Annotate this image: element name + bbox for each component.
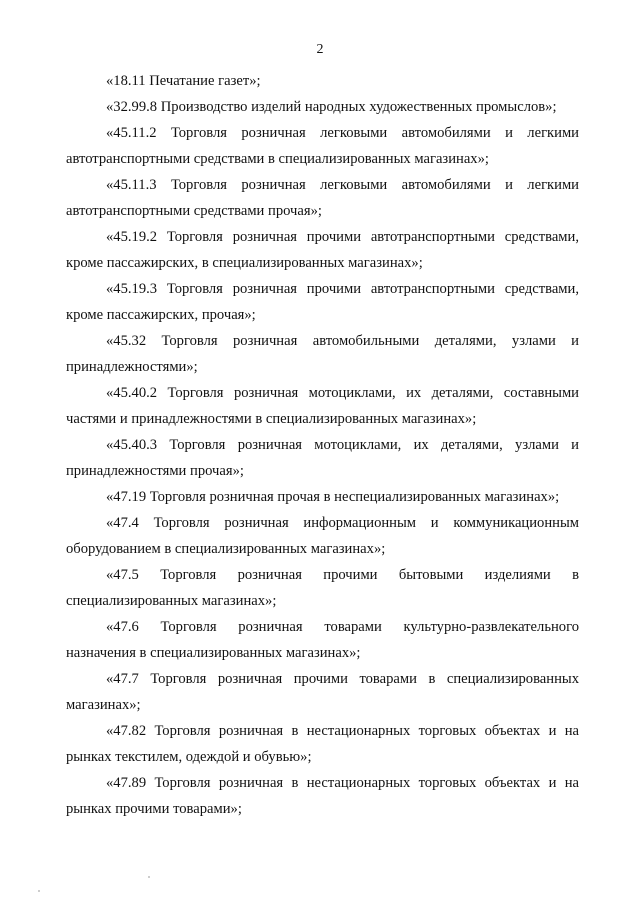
list-item: «45.19.2 Торговля розничная прочими автотранспортными средствами, кроме пассажирских, в специализированных магазинах»; — [66, 229, 579, 271]
scan-speck — [38, 890, 40, 892]
list-item: «47.19 Торговля розничная прочая в неспециализированных магазинах»; — [106, 489, 560, 505]
list-item: «47.6 Торговля розничная товарами культурно-развлекательного назначения в специализированных магазинах»; — [66, 619, 579, 661]
list-item: «45.11.2 Торговля розничная легковыми автомобилями и легкими автотранспортными средствами в специализированных магазинах»; — [66, 125, 579, 167]
list-item: «45.19.3 Торговля розничная прочими автотранспортными средствами, кроме пассажирских, прочая»; — [66, 281, 579, 323]
scan-speck — [148, 876, 150, 878]
page-number: 2 — [316, 42, 324, 57]
list-item: «32.99.8 Производство изделий народных художественных промыслов»; — [106, 99, 557, 115]
list-item: «47.89 Торговля розничная в нестационарных торговых объектах и на рынках прочими товарами»; — [66, 775, 579, 817]
list-item: «45.40.3 Торговля розничная мотоциклами, их деталями, узлами и принадлежностями прочая»; — [66, 437, 579, 479]
document-body — [66, 68, 579, 822]
list-item: «45.40.2 Торговля розничная мотоциклами, их деталями, составными частями и принадлежностями в специализированных магазинах»; — [66, 385, 579, 427]
list-item: «47.5 Торговля розничная прочими бытовыми изделиями в специализированных магазинах»; — [66, 567, 579, 609]
list-item: «45.32 Торговля розничная автомобильными деталями, узлами и принадлежностями»; — [66, 333, 579, 375]
list-item: «47.4 Торговля розничная информационным и коммуникационным оборудованием в специализированных магазинах»; — [66, 515, 579, 557]
list-item: «47.7 Торговля розничная прочими товарами в специализированных магазинах»; — [66, 671, 579, 713]
list-item: «47.82 Торговля розничная в нестационарных торговых объектах и на рынках текстилем, одеждой и обувью»; — [66, 723, 579, 765]
list-item: «45.11.3 Торговля розничная легковыми автомобилями и легкими автотранспортными средствами прочая»; — [66, 177, 579, 219]
list-item: «18.11 Печатание газет»; — [106, 73, 261, 89]
